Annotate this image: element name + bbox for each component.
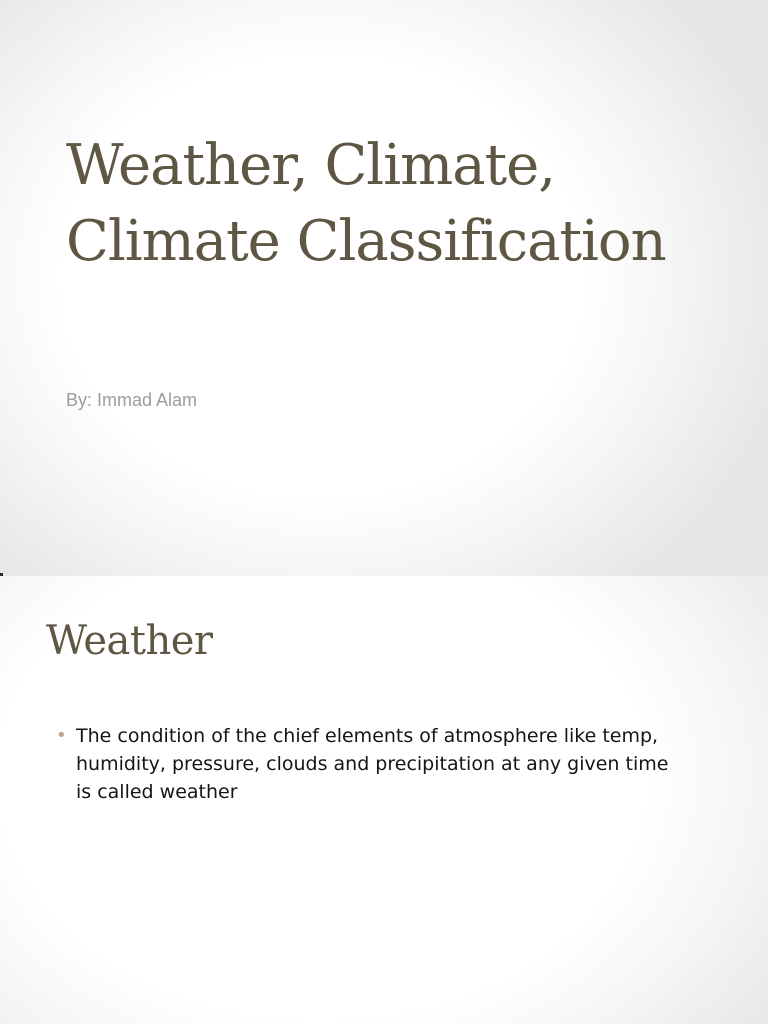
content-slide	[0, 576, 768, 1024]
slide-heading: Weather	[46, 618, 213, 664]
bullet-item	[56, 722, 676, 806]
bullet-icon: •	[56, 725, 67, 746]
bullet-list	[56, 722, 676, 806]
slide-title: Weather, Climate, Climate Classification	[66, 133, 666, 274]
bullet-text: The condition of the chief elements of atmosphere like temp, humidity, pressure, clouds and precipitation at any given time is called weather	[76, 725, 669, 803]
slide-subtitle: By: Immad Alam	[66, 390, 198, 410]
